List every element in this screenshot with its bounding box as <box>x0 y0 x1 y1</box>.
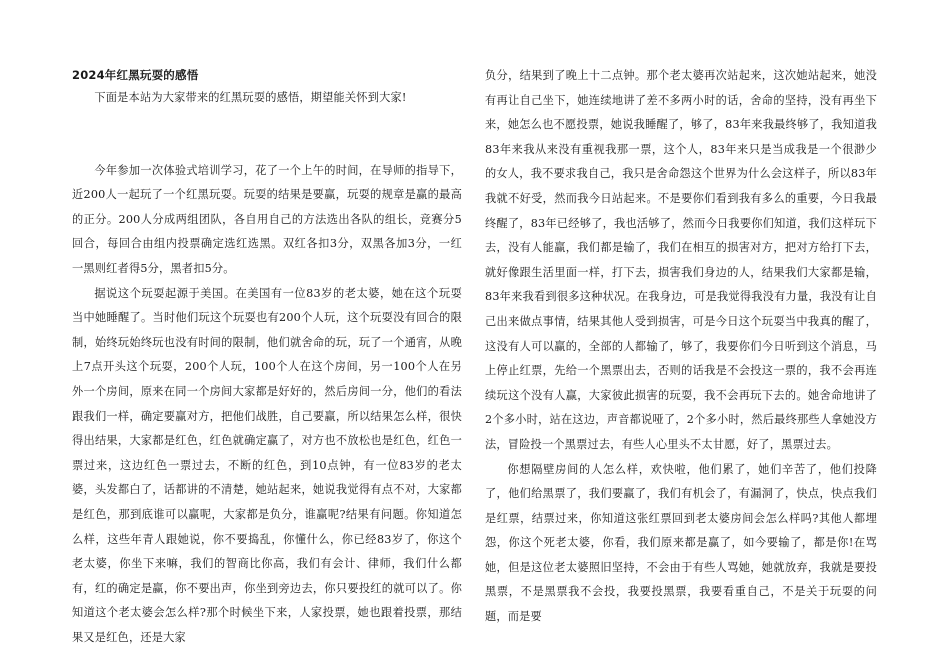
body-paragraph-2: 据说这个玩耍起源于美国。在美国有一位83岁的老太婆，她在这个玩耍当中她睡醒了。当时他们玩这个玩耍也有200个人玩，这个玩耍没有回合的限制，始终玩始终玩也没有时间的限制，他们就舍命的玩，玩了一个通宵，从晚上7点开头这个玩耍，200个人玩，100个人在这个房间，另一100个人在另外一个房间，原来在同一个房间大家都是好好的，然后房间一分，他们的看法跟我们一样，确定要赢对方，把他们战胜，自己要赢，所以结果怎么样，很快得出结果，大家都是红色，红色就确定赢了，对方也不放松也是红色，红色一票过来，这边红色一票过去，不断的红色，到10点钟，有一位83岁的老太婆，头发都白了，话都讲的不清楚，她站起来，她说我觉得有点不对，大家都是红色，那到底谁可以赢呢，大家都是负分，谁赢呢?结果有问题。你知道怎么样，这些年青人跟她说，你不要捣乱，你懂什么，你已经83岁了，你这个老太婆，你坐下来嘛，我们的智商比你高，我们有会计、律师，我们什么都有，红的确定是赢，你不要出声，你坐到旁边去，你只要投红的就可以了。你知道这个老太婆会怎么样?那个时候坐下来，人家投票，她也跟着投票，那结果又是红色，还是大家 <box>72 286 462 644</box>
left-column <box>72 64 462 650</box>
document-title: 2024年红黑玩耍的感悟 <box>72 68 199 82</box>
intro-paragraph: 下面是本站为大家带来的红黑玩耍的感悟，期望能关怀到大家! <box>94 91 407 104</box>
body-paragraph-4: 你想隔壁房间的人怎么样，欢快啦，他们累了，她们辛苦了，他们投降了，他们给黑票了，我们要赢了，我们有机会了，有漏洞了，快点，快点我们是红票，结票过来，你知道这张红票回到老太婆房间会怎么样吗?其他人都埋怨，你这个死老太婆，你看，我们原来都是赢了，如今要输了，都是你!在骂她，但是这位老太婆照旧坚持，不会由于有些人骂她，她就放弃，我就是要投黑票，不是黑票我不会投，我要投黑票，我要看重自己，不是关于玩耍的问题，而是要 <box>485 462 877 624</box>
blank-space <box>72 111 462 159</box>
body-paragraph-1: 今年参加一次体验式培训学习，花了一个上午的时间，在导师的指导下，近200人一起玩了一个红黑玩耍。玩耍的结果是要赢，玩耍的规章是赢的最高的正分。200人分成两组团队，各自用自己的方法选出各队的组长，竞赛分5回合，每回合由组内投票确定选红选黑。双红各扣3分，双黑各加3分，一红一黑则红者得5分，黑者扣5分。 <box>72 163 462 275</box>
right-column <box>485 64 877 630</box>
body-paragraph-3: 负分，结果到了晚上十二点钟。那个老太婆再次站起来，这次她站起来，她没有再让自己坐下，她连续地讲了差不多两小时的话，舍命的坚持，没有再坐下来，她怎么也不愿投票，她说我睡醒了，够了，83年来我最终够了，我知道我83年来我从来没有重视我那一票，这个人，83年来只是当成我是一个很渺少的女人，我不要求我自己，我只是舍命怨这个世界为什么会这样子，所以83年我就不好受，然而我今日站起来。不是要你们看到我有多么的重要，今日我最终醒了，83年已经够了，我也活够了，然而今日我要你们知道，我们这样玩下去，没有人能赢，我们都是输了，我们在相互的损害对方，把对方给打下去，就好像跟生活里面一样，打下去，损害我们身边的人，结果我们大家都是输，83年来我看到很多这种状况。在我身边，可是我觉得我没有力量，我没有让自己出来做点事情，结果其他人受到损害，可是今日这个玩耍当中我真的醒了，这没有人可以赢的，全部的人都输了，够了，我要你们今日听到这个消息，马上停止红票，先给一个黑票出去，否则的话我是不会投这一票的，我不会再连续玩这个没有人赢，大家彼此损害的玩耍，我不会再玩下去的。她舍命地讲了2个多小时，站在这边，声音都说哑了，2个多小时，然后最终那些人拿她没方法，冒险投一个黑票过去，有些人心里头不太甘愿，好了，黑票过去。 <box>485 69 877 451</box>
